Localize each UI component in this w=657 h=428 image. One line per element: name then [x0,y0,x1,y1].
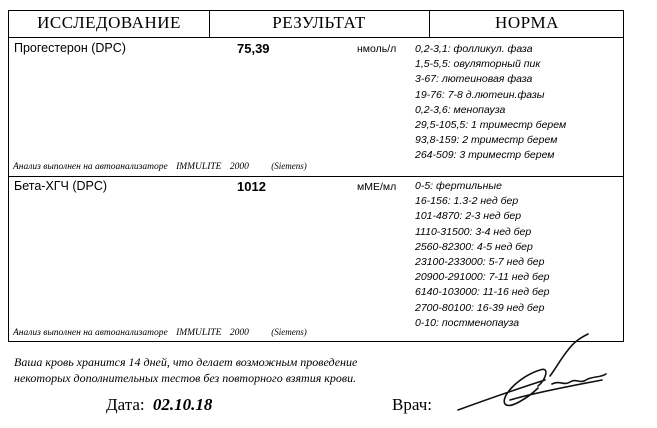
norm-item: 20900-291000: 7-11 нед бер [415,271,550,284]
header-test: ИССЛЕДОВАНИЕ [37,13,181,32]
date-label: Дата: [106,395,145,414]
test-unit: нмоль/л [357,43,397,55]
test-name: Бета-ХГЧ (DPC) [14,179,108,193]
analyzer-note-text: Анализ выполнен на автоанализаторе [13,162,168,172]
norm-list [415,179,550,331]
test-name: Прогестерон (DPC) [14,41,126,55]
analyzer-vendor: (Siemens) [271,327,307,337]
storage-line: некоторых дополнительных тестов без повторного взятия крови. [14,371,357,385]
header-result: РЕЗУЛЬТАТ [272,13,366,32]
norm-item: 264-509: 3 триместр берем [415,149,555,162]
storage-notice [14,354,434,386]
norm-item: 16-156: 1.3-2 нед бер [415,195,519,208]
cut-off-top-line [0,0,657,4]
doctor-signature [450,330,610,426]
analyzer-name: IMMULITE [176,162,222,172]
norm-item: 1,5-5,5: овуляторный пик [415,58,541,71]
norm-item: 0-10: постменопауза [415,316,520,329]
date-value: 02.10.18 [152,395,213,414]
analyzer-note [13,327,307,338]
results-table [8,10,624,342]
norm-item: 23100-233000: 5-7 нед бер [415,256,545,269]
analyzer-note [13,161,307,172]
norm-item: 2560-82300: 4-5 нед бер [415,240,533,253]
row-divider [9,176,623,177]
norm-item: 93,8-159: 2 триместр берем [415,134,558,147]
norm-item: 6140-103000: 11-16 нед бер [415,286,550,299]
table-header [9,11,623,38]
norm-item: 2700-80100: 16-39 нед бер [415,301,545,314]
norm-item: 0,2-3,6: менопауза [415,103,506,116]
norm-item: 0,2-3,1: фолликул. фаза [415,43,533,55]
norm-item: 19-76: 7-8 д.лютеин.фазы [415,88,545,101]
doctor-label: Врач: [392,395,432,414]
header-norm: НОРМА [495,13,559,32]
analyzer-vendor: (Siemens) [271,161,307,171]
test-unit: мМЕ/мл [357,181,397,193]
test-value: 1012 [237,179,266,194]
norm-list [415,42,566,164]
norm-item: 1110-31500: 3-4 нед бер [415,225,532,238]
header-divider [209,11,210,37]
storage-line: Ваша кровь хранится 14 дней, что делает возможным проведение [14,355,358,369]
date-field [106,395,212,415]
norm-item: 3-67: лютеиновая фаза [415,73,533,86]
analyzer-model: 2000 [229,328,249,338]
test-value: 75,39 [237,41,270,56]
analyzer-name: IMMULITE [176,328,222,338]
analyzer-model: 2000 [229,162,249,172]
analyzer-note-text: Анализ выполнен на автоанализаторе [13,328,168,338]
norm-item: 101-4870: 2-3 нед бер [415,210,522,223]
header-divider [429,11,430,37]
norm-item: 0-5: фертильные [415,180,502,192]
norm-item: 29,5-105,5: 1 триместр берем [415,119,567,132]
